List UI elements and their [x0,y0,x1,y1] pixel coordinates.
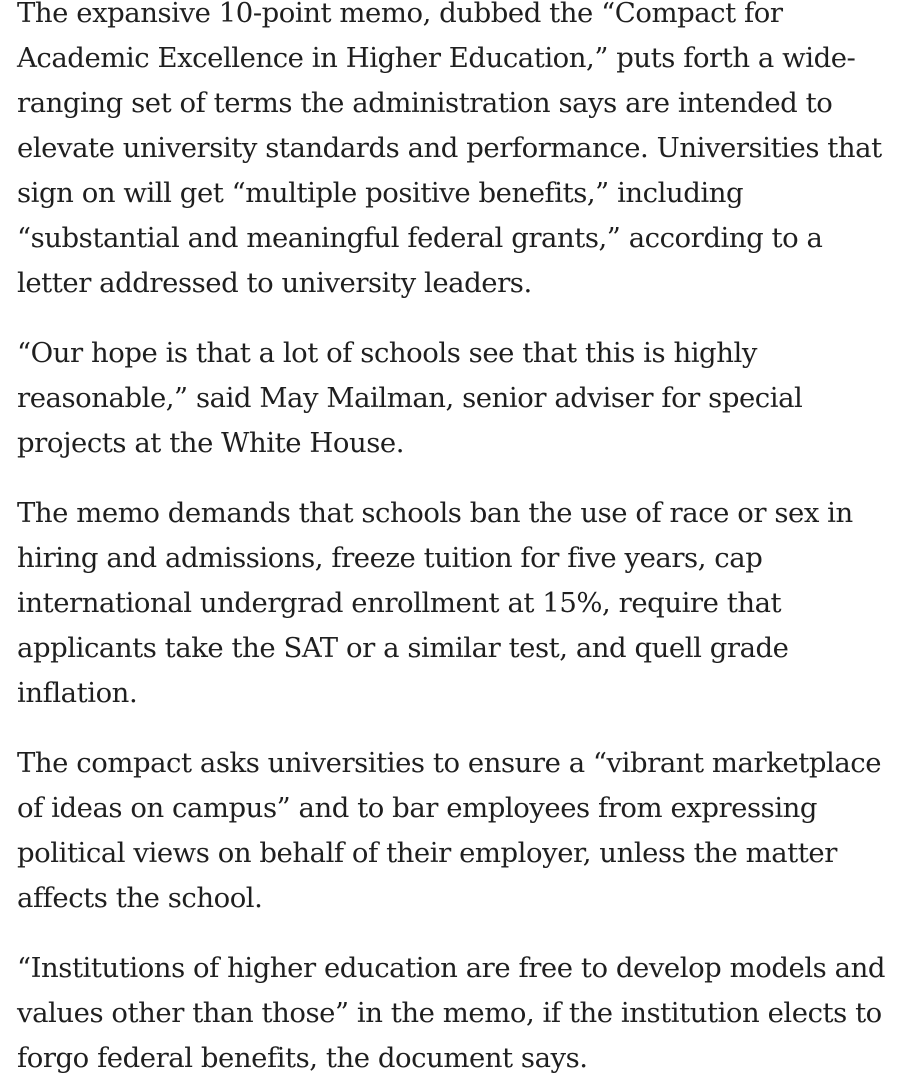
paragraph-memo-demands: The memo demands that schools ban the use of race or sex in hiring and admissions, freeze tuition for five years, cap international undergrad enrollment at 15%, require that applicants take the SAT or a similar test, and quell grade inflation. [17,497,853,709]
paragraph-mailman-quote: “Our hope is that a lot of schools see that this is highly reasonable,” said May Mailman, senior adviser for special projects at the White House. [17,337,803,459]
paragraph-compact-overview: The expansive 10-point memo, dubbed the “Compact for Academic Excellence in Higher Education,” puts forth a wide-ranging set of terms the administration says are intended to elevate university standards and performance. Universities that sign on will get “multiple positive benefits,” including “substantial and meaningful federal grants,” according to a letter addressed to university leaders. [17,0,882,299]
paragraph-institutions-free: “Institutions of higher education are free to develop models and values other than those” in the memo, if the institution elects to forgo federal benefits, the document says. [17,952,885,1074]
paragraph-marketplace-of-ideas: The compact asks universities to ensure a “vibrant marketplace of ideas on campus” and to bar employees from expressing political views on behalf of their employer, unless the matter affects the school. [17,747,882,914]
